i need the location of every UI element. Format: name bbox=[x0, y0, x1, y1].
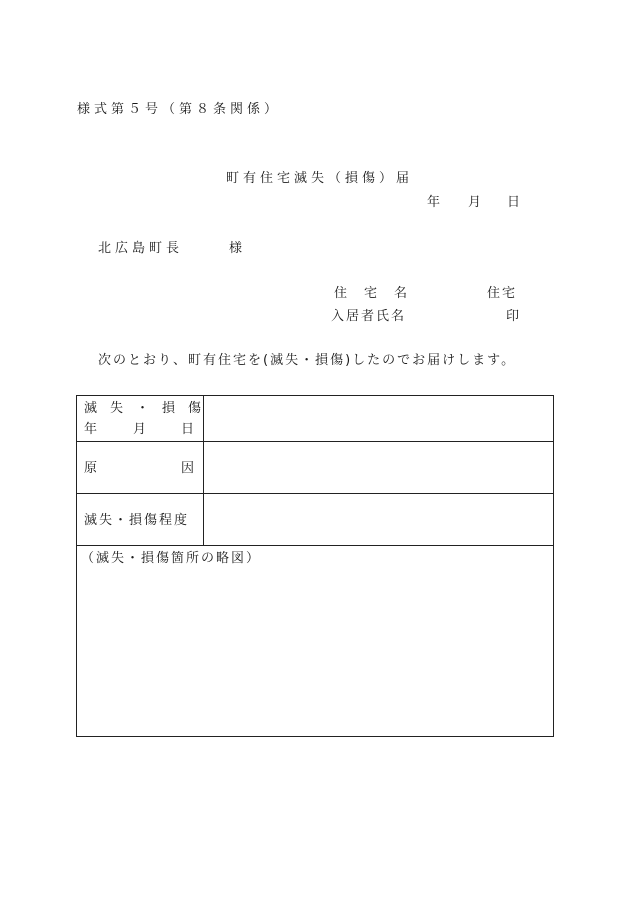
addressee-name: 北広島町長 bbox=[98, 241, 184, 256]
date-month: 月 bbox=[468, 195, 482, 210]
date-year: 年 bbox=[427, 195, 441, 210]
body-text: 次のとおり、町有住宅を(滅失・損傷)したのでお届けします。 bbox=[98, 353, 517, 368]
form-number: 様式第５号（第８条関係） bbox=[77, 102, 282, 117]
row-label-cause-right: 因 bbox=[181, 461, 195, 476]
resident-name-label: 入居者氏名 bbox=[331, 309, 407, 324]
row-label-loss-date-line1: 滅 失 ・ 損 傷 bbox=[84, 401, 202, 416]
date-day: 日 bbox=[507, 195, 521, 210]
report-table bbox=[76, 395, 554, 737]
cause-field[interactable] bbox=[204, 442, 554, 493]
housing-suffix: 住宅 bbox=[487, 286, 518, 301]
seal-mark: 印 bbox=[506, 309, 520, 324]
addressee-honorific: 様 bbox=[229, 241, 243, 256]
sketch-label: （滅失・損傷箇所の略図） bbox=[81, 551, 262, 566]
loss-date-field[interactable] bbox=[204, 396, 554, 441]
row-label-day: 日 bbox=[181, 422, 195, 437]
document-title: 町有住宅滅失（損傷）届 bbox=[226, 171, 414, 186]
row-label-year: 年 bbox=[84, 422, 98, 437]
sketch-area[interactable] bbox=[77, 571, 553, 736]
housing-name-label: 住 宅 名 bbox=[334, 286, 410, 301]
damage-extent-field[interactable] bbox=[204, 494, 554, 545]
row-label-cause-left: 原 bbox=[84, 461, 98, 476]
row-label-month: 月 bbox=[133, 422, 147, 437]
table-divider bbox=[77, 545, 553, 546]
row-label-damage-extent: 滅失・損傷程度 bbox=[84, 513, 190, 528]
